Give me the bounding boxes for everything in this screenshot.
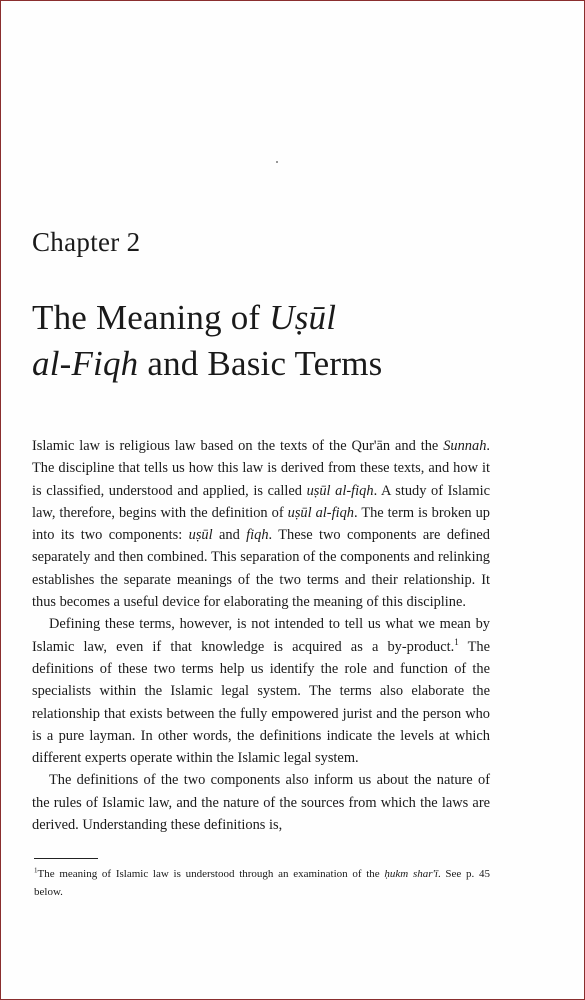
footnote-marker: 1 xyxy=(34,866,38,875)
body-text xyxy=(32,435,490,836)
italic-term: ḥukm shar'ī xyxy=(384,868,438,880)
text-run: . These two components are defined separately and then combined. This separation of the components and relinking establishes the separate meanings of the two terms and their relationship. It thus becomes a useful device for elaborating the meaning of this discipline. xyxy=(32,527,490,611)
paragraph xyxy=(32,769,490,836)
italic-term: uṣūl al-fiqh xyxy=(306,482,374,499)
italic-term: Sunnah xyxy=(443,438,487,454)
footnote-marker: 1 xyxy=(454,636,459,647)
italic-term: uṣūl xyxy=(188,527,213,544)
text-run: . The term is broken up into its two components: xyxy=(32,504,490,544)
chapter-title-part: and Basic Terms xyxy=(138,344,383,383)
chapter-title-italic: al-Fiqh xyxy=(32,344,139,383)
text-run: The definitions of these two terms help us identify the role and function of the specialists within the Islamic legal system. The terms also elaborate the relationship that exists between the fully empowered jurist and the person who is a pure layman. In other words, the definitions indicate the levels at which different experts operate within the Islamic legal system. xyxy=(32,638,490,767)
text-run: and xyxy=(212,527,247,544)
footnote xyxy=(34,865,490,901)
italic-term: uṣūl al-fiqh xyxy=(287,504,354,521)
text-run: . The discipline that tells us how this law is derived from these texts, and how it is classified, understood and applied, is called xyxy=(32,438,490,499)
paragraph xyxy=(32,435,490,613)
text-run: . See p. 45 below. xyxy=(34,868,490,898)
chapter-title xyxy=(32,295,382,387)
paragraph xyxy=(32,613,490,769)
text-run: Islamic law is religious law based on the texts of the Qur'ān and the xyxy=(32,438,444,454)
italic-term: fiqh xyxy=(246,527,269,544)
chapter-label: Chapter 2 xyxy=(32,227,141,257)
text-run: The definitions of the two components also inform us about the nature of the rules of Islamic law, and the nature of the sources from which the laws are derived. Understanding these definitions is, xyxy=(32,772,490,834)
chapter-title-italic: Uṣūl xyxy=(269,298,337,337)
chapter-title-part: The Meaning of xyxy=(32,298,270,337)
text-run: The meaning of Islamic law is understood through an examination of the xyxy=(37,868,385,880)
text-run: . A study of Islamic law, therefore, begins with the definition of xyxy=(32,482,490,521)
scan-speck xyxy=(276,161,278,163)
footnote-divider xyxy=(34,858,98,859)
text-run: Defining these terms, however, is not intended to tell us what we mean by Islamic law, even if that knowledge is acquired as a by-product. xyxy=(32,616,490,655)
